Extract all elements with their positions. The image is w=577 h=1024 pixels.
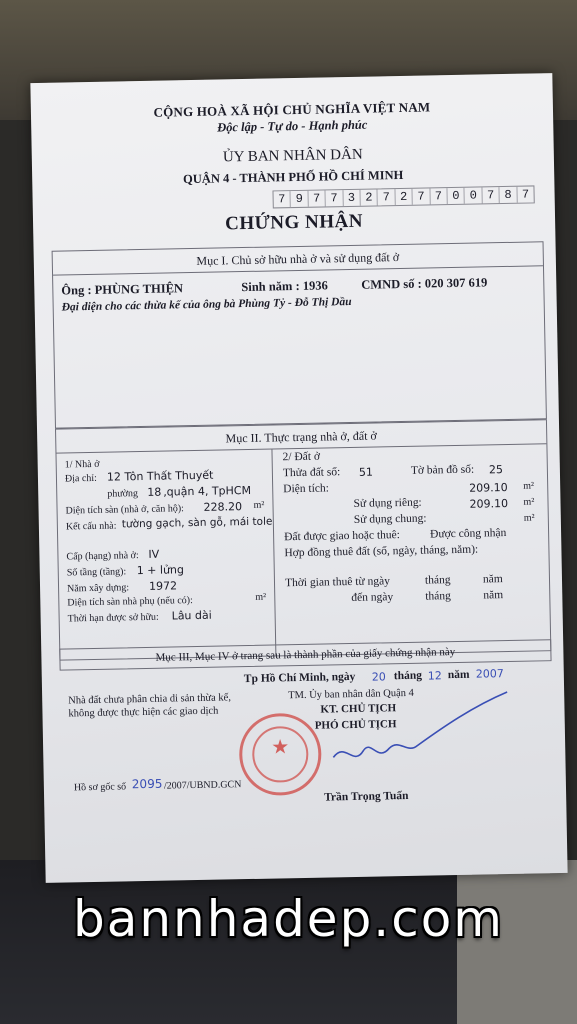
ownership-term-value: Lâu dài <box>171 608 212 623</box>
file-number: 2095 <box>131 776 163 792</box>
serial-digit: 7 <box>413 188 431 204</box>
certificate-page <box>30 73 567 883</box>
serial-digit: 9 <box>291 191 309 207</box>
owner-name: Ông : PHÙNG THIỆN <box>61 281 184 298</box>
issue-day: 20 <box>371 670 386 684</box>
nation-title: CỘNG HOÀ XÃ HỘI CHỦ NGHĨA VIỆT NAM <box>153 99 431 120</box>
committee-title: ỦY BAN NHÂN DÂN <box>222 146 363 166</box>
watermark: bannhadep.com <box>72 890 504 948</box>
ward-value: 18 <box>147 485 162 499</box>
certificate-title: CHỨNG NHẬN <box>224 210 364 235</box>
annex-area-label: Diện tích sàn nhà phụ (nếu có): <box>67 595 193 609</box>
issue-year-label: năm <box>447 668 470 682</box>
serial-digit: 2 <box>395 189 413 205</box>
section-property <box>55 419 551 660</box>
serial-digit: 3 <box>343 190 361 206</box>
plot-value: 51 <box>358 465 374 479</box>
lease-to-month-label: tháng <box>425 590 451 603</box>
official-seal: ★ <box>239 713 323 797</box>
private-use-unit: m² <box>523 496 535 508</box>
serial-digit: 8 <box>500 187 518 203</box>
allocation-label: Đất được giao hoặc thuê: <box>284 529 401 544</box>
grade-label: Cấp (hạng) nhà ở: <box>66 550 139 563</box>
issue-year: 2007 <box>475 667 504 681</box>
year-built-label: Năm xây dựng: <box>66 582 130 595</box>
serial-digit: 7 <box>521 187 530 202</box>
district-title: QUẬN 4 - THÀNH PHỐ HỒ CHÍ MINH <box>182 167 404 187</box>
issue-date-prefix: Tp Hồ Chí Minh, ngày <box>243 670 356 686</box>
district-value: ,quận 4, TpHCM <box>163 483 252 499</box>
file-number-label: Hồ sơ gốc số <box>73 781 127 794</box>
signature <box>302 686 514 780</box>
owner-id-number: CMND số : 020 307 619 <box>361 275 488 292</box>
grade-value: IV <box>148 547 160 561</box>
motto: Độc lập - Tự do - Hạnh phúc <box>217 117 368 135</box>
issue-month-label: tháng <box>393 669 423 683</box>
serial-digit: 7 <box>326 190 344 206</box>
issue-month: 12 <box>427 669 442 683</box>
house-column <box>56 450 276 660</box>
map-sheet-value: 25 <box>488 463 504 477</box>
lease-from-month-label: tháng <box>424 574 451 587</box>
floors-label: Số tầng (tầng): <box>66 566 127 579</box>
chairman-title: KT. CHỦ TỊCH <box>320 702 397 716</box>
private-use-value: 209.10 <box>469 496 509 511</box>
floor-area-unit: m² <box>253 499 265 511</box>
serial-digit: 7 <box>308 190 326 206</box>
serial-number <box>272 185 534 208</box>
section-owner-title: Mục I. Chủ sở hữu nhà ở và sử dụng đất ở <box>53 242 543 275</box>
annex-area-unit: m² <box>255 591 267 603</box>
land-area-value: 209.10 <box>469 480 508 495</box>
section-note: Mục III, Mục IV ở trang sau là thành phần của giấy chứng nhận này <box>59 639 551 670</box>
floor-area-value: 228.20 <box>203 500 243 514</box>
serial-digit: 2 <box>361 189 379 205</box>
floor-area-label: Diện tích sàn (nhà ở, căn hộ): <box>65 503 184 517</box>
structure-value: tường gạch, sàn gỗ, mái tole <box>121 515 273 531</box>
serial-digit: 0 <box>448 188 466 204</box>
land-heading: 2/ Đất ở <box>282 450 321 464</box>
house-heading: 1/ Nhà ở <box>64 458 100 471</box>
lease-to-year-label: năm <box>483 589 504 602</box>
year-built-value: 1972 <box>148 579 178 593</box>
shared-use-label: Sử dụng chung: <box>353 512 427 526</box>
allocation-value: Được công nhận <box>429 527 507 541</box>
file-number-suffix: /2007/UBND.GCN <box>163 779 242 792</box>
serial-digit: 0 <box>465 187 483 203</box>
lease-to-label: đến ngày <box>351 591 394 605</box>
lease-from-year-label: năm <box>482 573 503 586</box>
ward-label: phường <box>107 488 139 500</box>
address-value: 12 Tôn Thất Thuyết <box>106 468 214 484</box>
deputy-chairman-title: PHÓ CHỦ TỊCH <box>314 718 397 732</box>
section-property-title: Mục II. Thực trạng nhà ở, đất ở <box>56 420 546 453</box>
serial-digit: 7 <box>273 191 291 207</box>
ownership-term-label: Thời hạn được sở hữu: <box>67 611 159 625</box>
map-sheet-label: Tờ bản đồ số: <box>410 463 475 477</box>
shared-use-unit: m² <box>523 512 535 524</box>
serial-digit: 7 <box>378 189 396 205</box>
structure-label: Kết cấu nhà: <box>65 520 117 533</box>
representative-note: Đại diện cho các thừa kế của ông bà Phùng Tỷ - Đỗ Thị Dầu <box>61 295 352 314</box>
private-use-label: Sử dụng riêng: <box>353 496 422 510</box>
committee-sign-line: TM. Ủy ban nhân dân Quận 4 <box>288 687 414 702</box>
section-owner <box>52 241 547 428</box>
floors-value: 1 + lửng <box>136 563 185 578</box>
owner-birth-year: Sinh năm : 1936 <box>241 278 328 295</box>
land-area-unit: m² <box>523 480 535 492</box>
address-label: Địa chỉ: <box>64 472 98 485</box>
land-column <box>272 444 550 655</box>
inheritance-note: Nhà đất chưa phân chia di sản thừa kế, không được thực hiện các giao dịch <box>68 692 232 720</box>
land-area-label: Diện tích: <box>283 482 329 496</box>
signer-name: Trần Trọng Tuấn <box>324 789 409 804</box>
plot-label: Thửa đất số: <box>282 466 341 480</box>
serial-digit: 7 <box>430 188 448 204</box>
serial-digit: 7 <box>482 187 500 203</box>
lease-from-label: Thời gian thuê từ ngày <box>284 575 391 590</box>
lease-contract-label: Hợp đồng thuê đất (số, ngày, tháng, năm): <box>284 543 479 560</box>
